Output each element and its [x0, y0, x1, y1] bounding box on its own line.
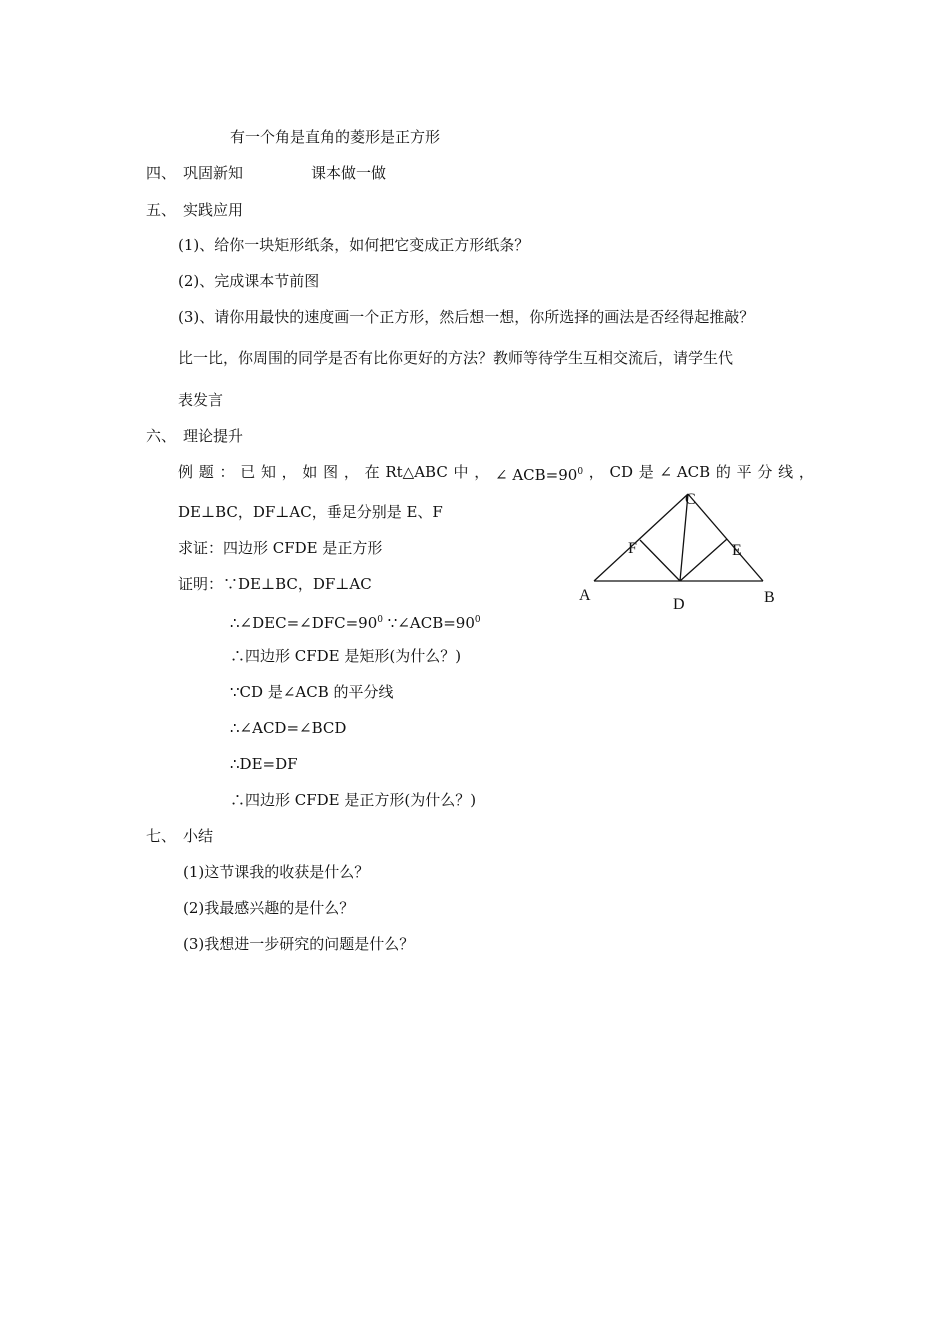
label-a: A — [579, 587, 591, 604]
proof-step: ∴四边形 CFDE 是矩形(为什么？) — [230, 647, 462, 665]
segment-df — [640, 540, 680, 581]
example-statement: 例 题 ： 已 知 ， 如 图 ， 在 Rt△ABC 中 ， ∠ $ACB=90^0$ ， CD 是 ∠ ACB 的 平 分 线 ， — [178, 463, 814, 484]
proof-step: ∴DE=DF — [230, 755, 298, 773]
section-5-item: (1)、给你一块矩形纸条，如何把它变成正方形纸条？ — [178, 236, 530, 254]
section-6-number: 六、 — [146, 427, 177, 445]
summary-item: (1)这节课我的收获是什么？ — [183, 863, 370, 881]
segment-bc — [688, 494, 763, 581]
segment-ac — [594, 494, 688, 581]
label-e: E — [732, 542, 742, 559]
example-line-2: DE⊥BC，DF⊥AC，垂足分别是 E、F — [178, 503, 443, 521]
proof-step: ∵CD 是∠ACB 的平分线 — [230, 683, 394, 701]
section-5-item: 比一比，你周围的同学是否有比你更好的方法？教师等待学生互相交流后，请学生代 — [178, 349, 734, 367]
section-6-title: 理论提升 — [183, 427, 244, 445]
section-4-note: 课本做一做 — [311, 164, 387, 182]
label-b: B — [764, 589, 775, 606]
summary-item: (2)我最感兴趣的是什么？ — [183, 899, 355, 917]
prove-statement: 求证：四边形 CFDE 是正方形 — [178, 539, 383, 557]
intro-line: 有一个角是直角的菱形是正方形 — [230, 128, 441, 146]
proof-step: ∴∠ACD=∠BCD — [230, 719, 347, 737]
label-f: F — [628, 540, 637, 557]
section-5-title: 实践应用 — [183, 201, 244, 219]
section-4-title: 巩固新知 — [183, 164, 244, 182]
section-7-title: 小结 — [183, 827, 214, 845]
proof-head: 证明：∵DE⊥BC，DF⊥AC — [178, 575, 372, 593]
proof-step-angles: $\therefore\angle DEC=\angle DFC=90^0$ $\because\angle ACB=90^0$ — [230, 614, 481, 632]
proof-step: ∴四边形 CFDE 是正方形(为什么？) — [230, 791, 477, 809]
label-c: C — [685, 491, 696, 508]
section-7-number: 七、 — [146, 827, 177, 845]
triangle-figure — [570, 485, 810, 615]
label-d: D — [673, 596, 685, 613]
section-5-item: 表发言 — [178, 391, 224, 409]
section-5-item: (3)、请你用最快的速度画一个正方形，然后想一想，你所选择的画法是否经得起推敲？ — [178, 308, 755, 326]
summary-item: (3)我想进一步研究的问题是什么？ — [183, 935, 415, 953]
section-5-item: (2)、完成课本节前图 — [178, 272, 320, 290]
segment-de — [680, 539, 727, 581]
section-5-number: 五、 — [146, 201, 177, 219]
section-4-number: 四、 — [146, 164, 177, 182]
